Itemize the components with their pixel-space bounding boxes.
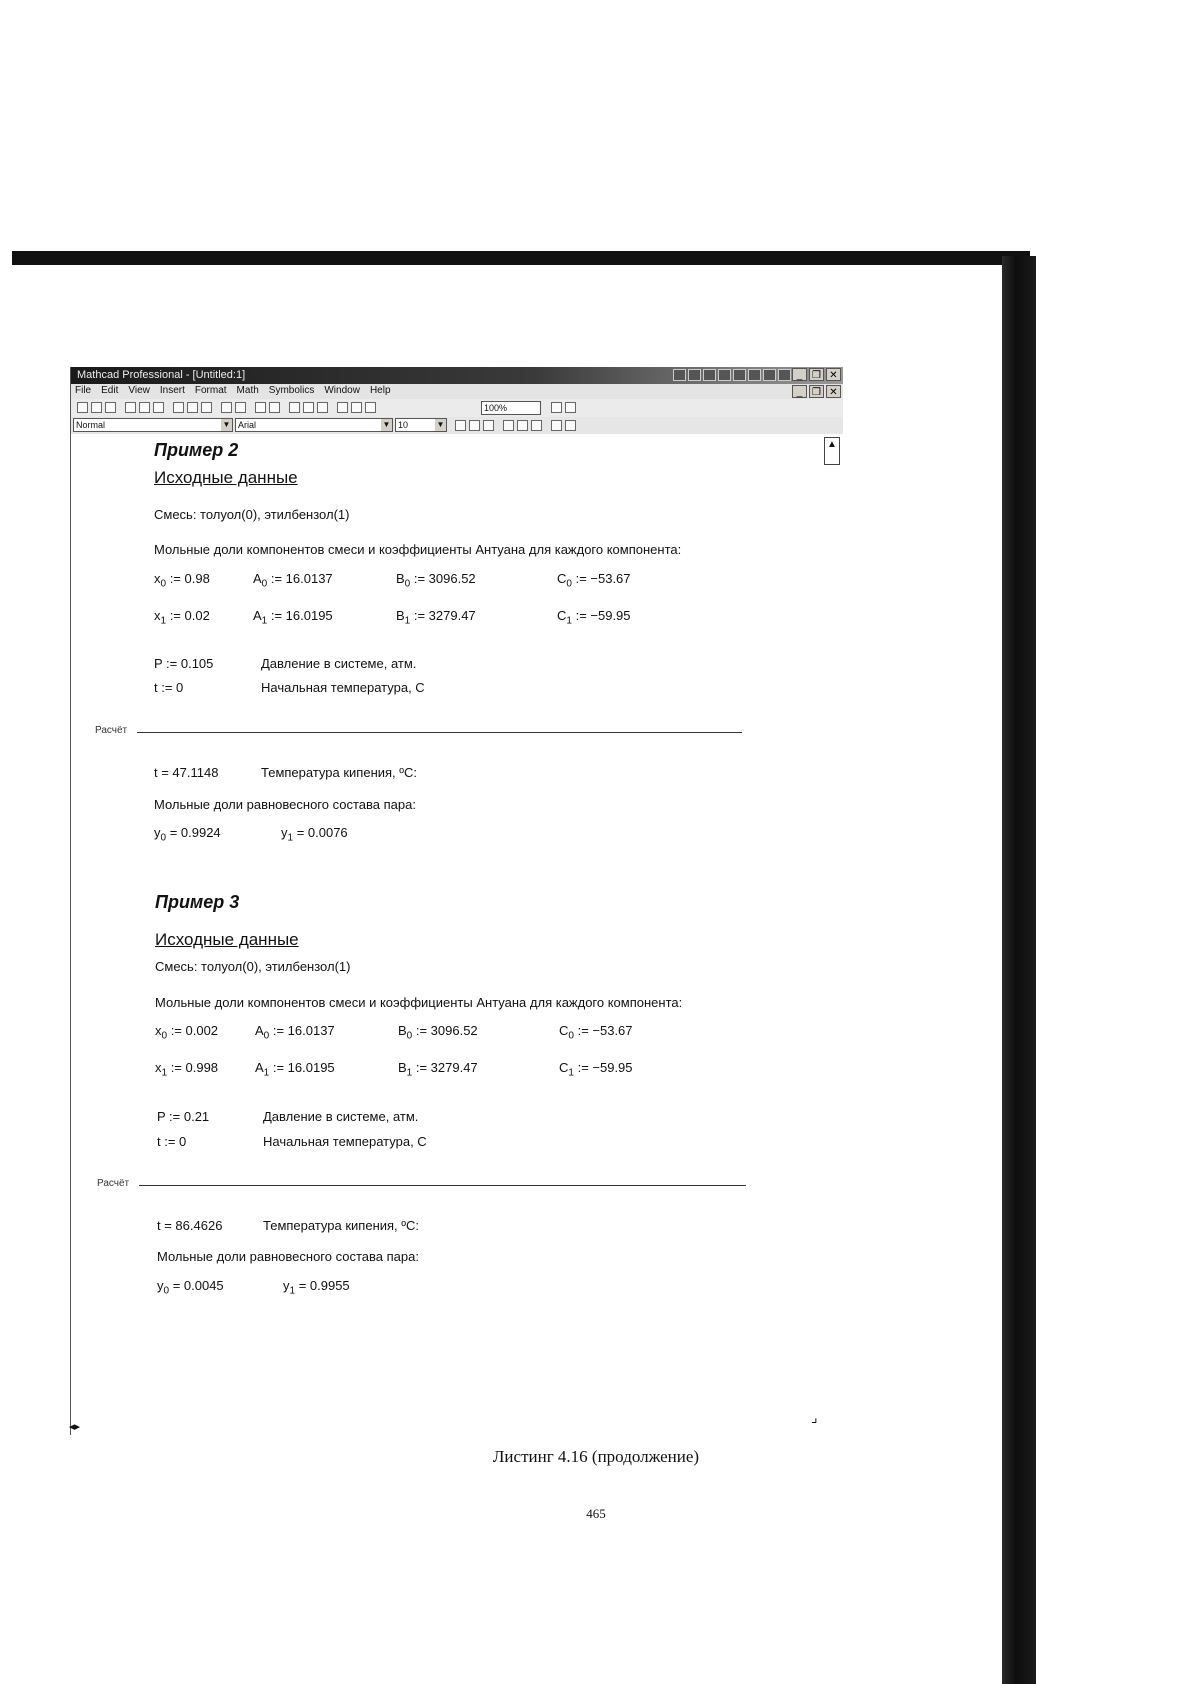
x1-definition[interactable]: $x_1$ := 0.02: [154, 608, 210, 627]
vapor-composition-label: Мольные доли равновесного состава пара:: [157, 1249, 419, 1264]
align-right-icon[interactable]: [531, 420, 542, 431]
insert-hyperlink-icon[interactable]: [337, 402, 348, 413]
menu-edit[interactable]: Edit: [101, 385, 119, 396]
pressure-definition[interactable]: P := 0.21: [157, 1109, 210, 1124]
region-label: Расчёт: [97, 1178, 130, 1189]
pressure-definition[interactable]: P := 0.105: [154, 656, 214, 671]
open-icon[interactable]: [91, 402, 102, 413]
titlebar-icon[interactable]: [763, 369, 776, 381]
c1-definition[interactable]: $C_1$ := −59.95: [557, 608, 631, 627]
b1-definition[interactable]: $B_1$ := 3279.47: [398, 1060, 478, 1079]
a0-definition[interactable]: $A_0$ := 16.0137: [253, 571, 333, 590]
boiling-temperature-result[interactable]: t = 47.1148: [154, 765, 219, 780]
new-icon[interactable]: [77, 402, 88, 413]
c0-definition[interactable]: $C_0$ := −53.67: [559, 1023, 633, 1042]
pressure-comment: Давление в системе, атм.: [263, 1109, 419, 1124]
vapor-composition-label: Мольные доли равновесного состава пара:: [154, 797, 416, 812]
close-button[interactable]: ✕: [826, 368, 841, 381]
insert-component-icon[interactable]: [351, 402, 362, 413]
help-icon[interactable]: [565, 402, 576, 413]
scan-top-border: [12, 251, 1030, 265]
example-3-title: Пример 3: [155, 892, 240, 912]
bullets-icon[interactable]: [551, 420, 562, 431]
region-divider: [137, 732, 742, 733]
font-select[interactable]: [235, 418, 393, 432]
menu-format[interactable]: Format: [194, 385, 227, 396]
size-select[interactable]: [395, 418, 447, 432]
example-2-title: Пример 2: [154, 440, 239, 460]
chevron-down-icon: ▼: [436, 420, 445, 429]
print-preview-icon[interactable]: [139, 402, 150, 413]
y1-result[interactable]: $y_1 = 0.9955$: [283, 1278, 350, 1297]
resize-grip-icon[interactable]: ⌟: [811, 1409, 818, 1425]
y0-result[interactable]: $y_0 = 0.0045$: [157, 1278, 224, 1297]
example-3-mixture: Смесь: толуол(0), этилбензол(1): [155, 959, 351, 974]
align-center-icon[interactable]: [517, 420, 528, 431]
titlebar-icon[interactable]: [718, 369, 731, 381]
doc-restore-button[interactable]: ❐: [809, 385, 824, 398]
temperature-comment: Начальная температура, С: [263, 1134, 427, 1149]
menu-math[interactable]: Math: [236, 385, 259, 396]
region-divider: [139, 1185, 746, 1186]
menu-symbolics[interactable]: Symbolics: [268, 385, 315, 396]
menu-window[interactable]: Window: [324, 385, 360, 396]
a1-definition[interactable]: $A_1$ := 16.0195: [253, 608, 333, 627]
resource-center-icon[interactable]: [365, 402, 376, 413]
menu-view[interactable]: View: [128, 385, 150, 396]
save-icon[interactable]: [105, 402, 116, 413]
underline-icon[interactable]: [483, 420, 494, 431]
y1-result[interactable]: $y_1 = 0.0076$: [281, 825, 348, 844]
standard-toolbar: [71, 399, 843, 417]
align-icon[interactable]: [255, 402, 266, 413]
redo-icon[interactable]: [235, 402, 246, 413]
worksheet[interactable]: [71, 434, 843, 1435]
titlebar-icon[interactable]: [703, 369, 716, 381]
mathcad-window: [70, 367, 843, 1435]
x0-definition[interactable]: $x_0$ := 0.98: [154, 571, 210, 590]
c0-definition[interactable]: $C_0$ := −53.67: [557, 571, 631, 590]
restore-button[interactable]: ❐: [809, 368, 824, 381]
scan-right-border: [1002, 256, 1036, 1684]
menu-insert[interactable]: Insert: [159, 385, 185, 396]
menu-help[interactable]: Help: [369, 385, 391, 396]
temperature-definition[interactable]: t := 0: [154, 680, 184, 695]
insert-function-icon[interactable]: [289, 402, 300, 413]
titlebar-icon[interactable]: [778, 369, 791, 381]
example-2-description: Мольные доли компонентов смеси и коэффициенты Антуана для каждого компонента:: [154, 542, 682, 557]
c1-definition[interactable]: $C_1$ := −59.95: [559, 1060, 633, 1079]
temperature-definition[interactable]: t := 0: [157, 1134, 187, 1149]
b0-definition[interactable]: $B_0$ := 3096.52: [398, 1023, 478, 1042]
example-3-description: Мольные доли компонентов смеси и коэффициенты Антуана для каждого компонента:: [155, 995, 683, 1010]
example-2-subtitle: Исходные данные: [154, 468, 298, 487]
boiling-temperature-comment: Температура кипения, ºС:: [261, 765, 418, 780]
b1-definition[interactable]: $B_1$ := 3279.47: [396, 608, 476, 627]
size-select-value: 10: [398, 420, 409, 430]
b0-definition[interactable]: $B_0$ := 3096.52: [396, 571, 476, 590]
align-down-icon[interactable]: [269, 402, 280, 413]
menu-file[interactable]: File: [75, 385, 92, 396]
x0-definition[interactable]: $x_0$ := 0.002: [155, 1023, 219, 1042]
doc-minimize-button[interactable]: _: [792, 385, 807, 398]
boiling-temperature-result[interactable]: t = 86.4626: [157, 1218, 223, 1233]
pressure-comment: Давление в системе, атм.: [261, 656, 417, 671]
style-select[interactable]: [73, 418, 233, 432]
boiling-temperature-comment: Температура кипения, ºС:: [263, 1218, 420, 1233]
style-select-value: Normal: [76, 420, 106, 430]
formatting-toolbar: [71, 417, 843, 434]
title-bar: [71, 367, 843, 384]
zoom-select[interactable]: 100%: [481, 401, 541, 415]
print-icon[interactable]: [125, 402, 136, 413]
calculate-icon[interactable]: [317, 402, 328, 413]
listing-caption: Листинг 4.16 (продолжение): [492, 1447, 700, 1466]
titlebar-icon[interactable]: [733, 369, 746, 381]
resources-icon[interactable]: [551, 402, 562, 413]
a0-definition[interactable]: $A_0$ := 16.0137: [255, 1023, 335, 1042]
copy-icon[interactable]: [187, 402, 198, 413]
doc-close-button[interactable]: ✕: [826, 385, 841, 398]
window-title: Mathcad Professional - [Untitled:1]: [77, 369, 246, 381]
font-select-value: Arial: [238, 420, 257, 430]
numbering-icon[interactable]: [565, 420, 576, 431]
x1-definition[interactable]: $x_1$ := 0.998: [155, 1060, 219, 1079]
insert-unit-icon[interactable]: [303, 402, 314, 413]
titlebar-icon[interactable]: [748, 369, 761, 381]
page-number: 465: [586, 1506, 606, 1521]
paste-icon[interactable]: [201, 402, 212, 413]
scroll-up-icon[interactable]: ▲: [824, 437, 840, 465]
spellcheck-icon[interactable]: [153, 402, 164, 413]
scroll-left-icon[interactable]: ◂▸: [69, 1421, 81, 1433]
titlebar-icon[interactable]: [673, 369, 686, 381]
region-label: Расчёт: [95, 725, 128, 736]
bold-icon[interactable]: [455, 420, 466, 431]
chevron-down-icon: ▼: [222, 420, 231, 429]
titlebar-icon[interactable]: [688, 369, 701, 381]
a1-definition[interactable]: $A_1$ := 16.0195: [255, 1060, 335, 1079]
align-left-icon[interactable]: [503, 420, 514, 431]
titlebar-toolbar-icons: [673, 369, 791, 381]
cut-icon[interactable]: [173, 402, 184, 413]
italic-icon[interactable]: [469, 420, 480, 431]
minimize-button[interactable]: _: [792, 368, 807, 381]
chevron-down-icon: ▼: [382, 420, 391, 429]
example-3-subtitle: Исходные данные: [155, 930, 299, 949]
temperature-comment: Начальная температура, С: [261, 680, 425, 695]
y0-result[interactable]: $y_0 = 0.9924$: [154, 825, 221, 844]
example-2-mixture: Смесь: толуол(0), этилбензол(1): [154, 507, 350, 522]
menu-bar: [71, 384, 843, 399]
undo-icon[interactable]: [221, 402, 232, 413]
